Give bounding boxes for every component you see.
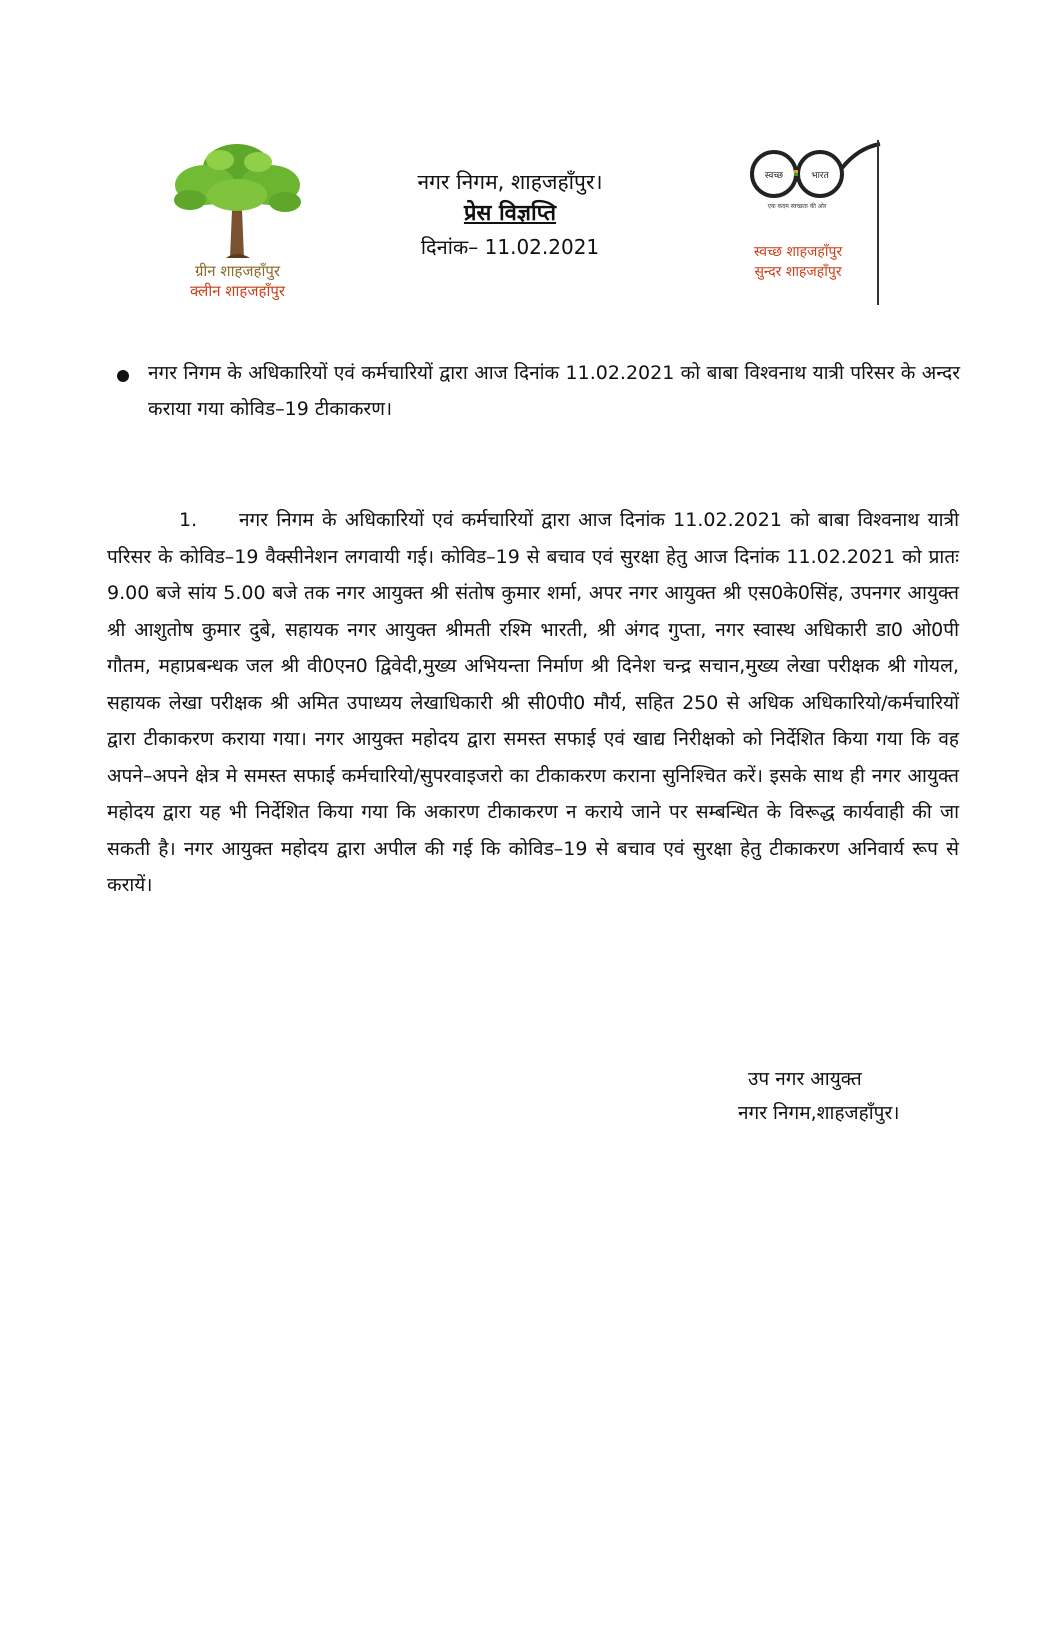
summary-bullet: नगर निगम के अधिकारियों एवं कर्मचारियों द्वारा आज दिनांक 11.02.2021 को बाबा विश्वनाथ यात्री परिसर के अन्दर कराया गया कोविड–19 टीकाकरण। xyxy=(148,362,960,420)
bullet-icon xyxy=(117,370,129,382)
signature-block xyxy=(738,1062,958,1130)
release-date: दिनांक– 11.02.2021 xyxy=(420,235,600,259)
logo-caption-swachh: स्वच्छ शाहजहाँपुर xyxy=(753,244,843,260)
press-release-title: प्रेस विज्ञप्ति xyxy=(463,201,557,226)
logo-caption-clean: क्लीन शाहजहाँपुर xyxy=(189,282,285,300)
header-divider xyxy=(877,140,879,305)
logo-caption-green: ग्रीन शाहजहाँपुर xyxy=(194,262,281,280)
paragraph-number: 1. xyxy=(179,509,198,531)
swachh-tagline: एक कदम स्वच्छता की ओर xyxy=(767,203,827,210)
organization-name: नगर निगम, शाहजहाँपुर। xyxy=(417,170,603,194)
logo-caption-sundar: सुन्दर शाहजहाँपुर xyxy=(754,264,842,280)
signatory-office: नगर निगम,शाहजहाँपुर। xyxy=(738,1102,900,1124)
green-shahjahanpur-logo xyxy=(150,140,320,310)
signatory-designation: उप नगर आयुक्त xyxy=(748,1068,862,1090)
press-release-header xyxy=(380,168,640,262)
lens-right-label: भारत xyxy=(811,171,829,181)
swachh-bharat-logo xyxy=(748,140,888,315)
swachh-bharat-spectacles-icon xyxy=(748,140,883,202)
lens-left-label: स्वच्छ xyxy=(764,171,784,181)
body-paragraph xyxy=(107,502,959,904)
tree-icon xyxy=(160,140,310,260)
paragraph-text: नगर निगम के अधिकारियों एवं कर्मचारियों द्वारा आज दिनांक 11.02.2021 को बाबा विश्वनाथ यात्री परिसर के कोविड–19 वैक्सीनेशन लगवायी गई। कोविड–19 से बचाव एवं सुरक्षा हेतु आज दिनांक 11.02.2021 को प्रातः 9.00 बजे सांय 5.00 बजे तक नगर आयुक्त श्री संतोष कुमार शर्मा, अपर नगर आयुक्त श्री एस0के0सिंह, उपनगर आयुक्त श्री आशुतोष कुमार दुबे, सहायक नगर आयुक्त श्रीमती रश्मि भारती, श्री अंगद गुप्ता, नगर स्वास्थ अधिकारी डा0 ओ0पी गौतम, महाप्रबन्धक जल श्री वी0एन0 द्विवेदी,मुख्य अभियन्ता निर्माण श्री दिनेश चन्द्र सचान,मुख्य लेखा परीक्षक श्री गोयल, सहायक लेखा परीक्षक श्री अमित उपाध्यय लेखाधिकारी श्री सी0पी0 मौर्य, सहित 250 से अधिक अधिकारियो/कर्मचारियों द्वारा टीकाकरण कराया गया। नगर आयुक्त महोदय द्वारा समस्त सफाई एवं खाद्य निरीक्षको को निर्देशित किया गया कि वह अपने–अपने क्षेत्र मे समस्त सफाई कर्मचारियो/सुपरवाइजरो का टीकाकरण कराना सुनिश्चित करें। इसके साथ ही नगर आयुक्त महोदय द्वारा यह भी निर्देशित किया गया कि अकारण टीकाकरण न कराये जाने पर सम्बन्धित के विरूद्ध कार्यवाही की जा सकती है। नगर आयुक्त महोदय द्वारा अपील की गई कि कोविड–19 से बचाव एवं सुरक्षा हेतु टीकाकरण अनिवार्य रूप से करायें। xyxy=(107,509,959,896)
